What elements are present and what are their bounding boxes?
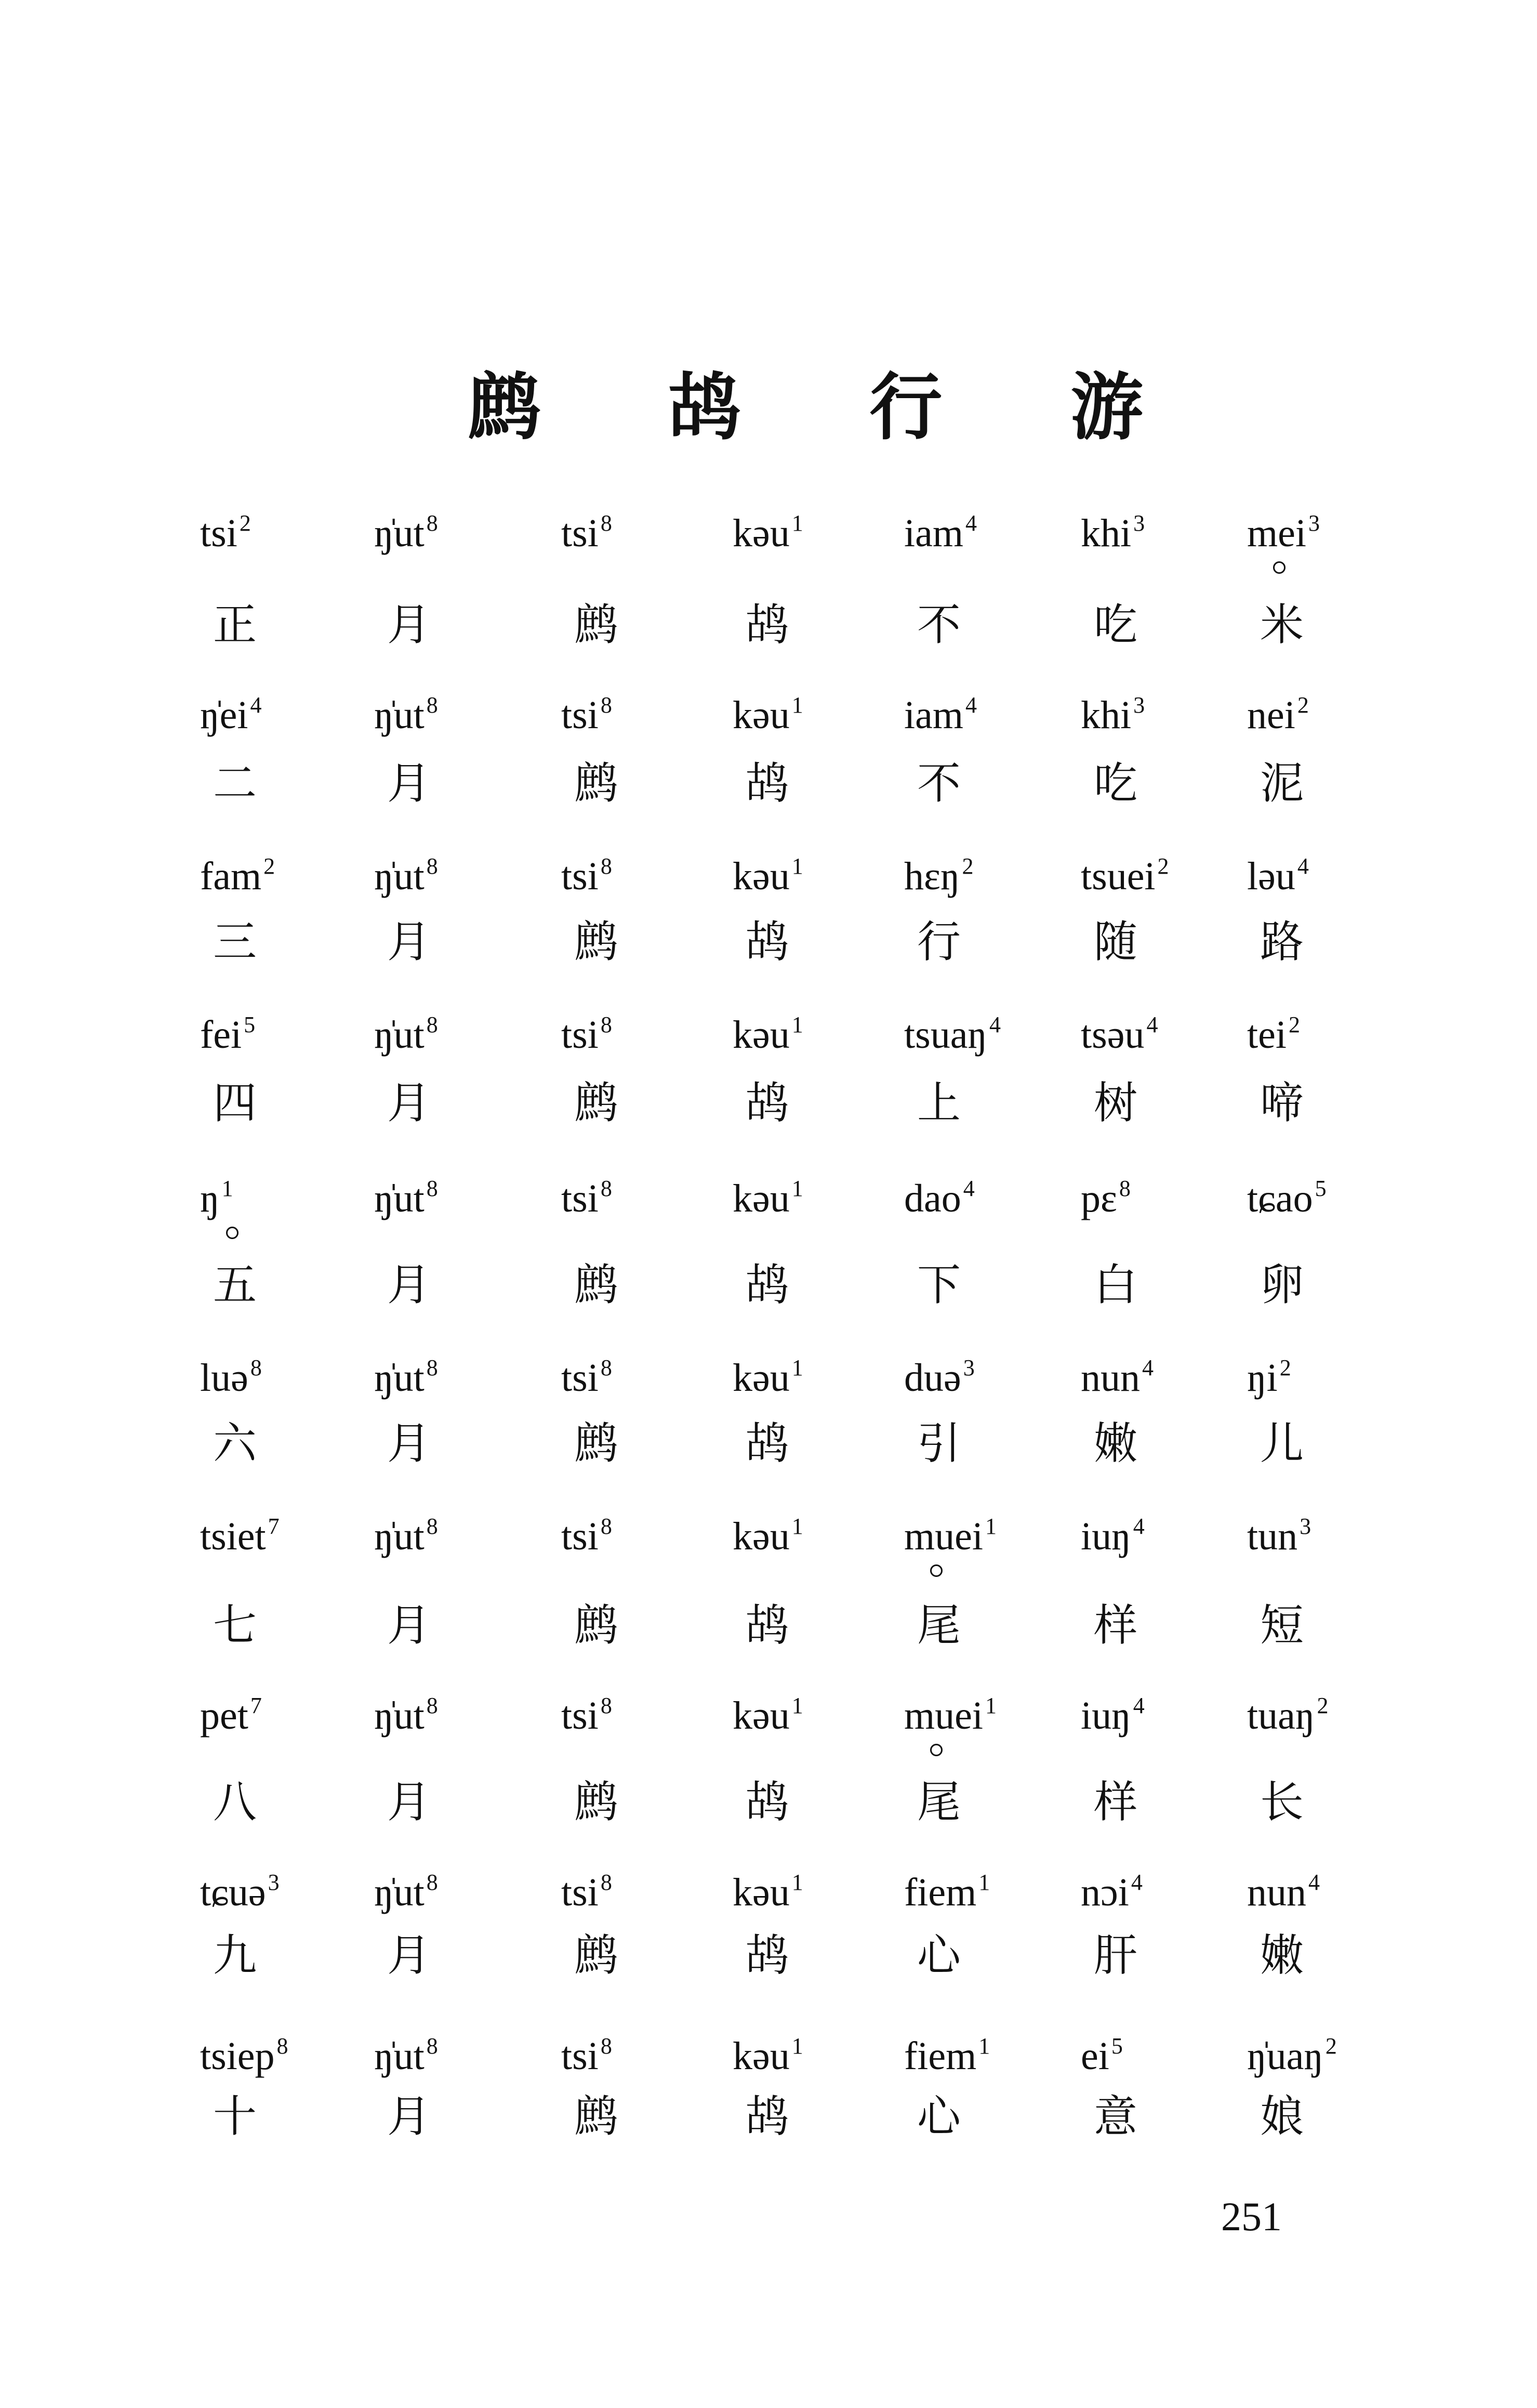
romanization-syllable bbox=[374, 1693, 438, 1738]
tone-number: 8 bbox=[426, 1514, 438, 1539]
tone-number: 5 bbox=[244, 1012, 256, 1037]
romanization-syllable bbox=[561, 855, 612, 896]
tone-number: 8 bbox=[600, 1514, 612, 1539]
romanization-syllable bbox=[374, 2035, 438, 2076]
chinese-character: 泥 bbox=[1260, 758, 1304, 809]
romanization-syllable bbox=[374, 1014, 438, 1055]
syllable-text: ŋ̍ut bbox=[374, 1871, 425, 1914]
romanization-syllable bbox=[374, 694, 438, 735]
chinese-character: 四 bbox=[213, 1077, 257, 1128]
chinese-character: 路 bbox=[1260, 916, 1304, 967]
chinese-character: 鹧 bbox=[574, 1259, 618, 1310]
syllable-text: tsi bbox=[561, 1694, 599, 1738]
romanization-syllable bbox=[561, 1693, 612, 1738]
chinese-character: 鹧 bbox=[574, 1077, 618, 1128]
romanization-syllable bbox=[200, 512, 251, 553]
romanization-syllable bbox=[1247, 1515, 1311, 1556]
syllable-text: ŋ̍ut bbox=[374, 1694, 425, 1738]
tone-number: 4 bbox=[1133, 1693, 1145, 1718]
chinese-character: 鸪 bbox=[746, 1600, 790, 1651]
chinese-character: 三 bbox=[213, 916, 257, 967]
chinese-character: 卵 bbox=[1260, 1259, 1304, 1310]
chinese-character: 鹧 bbox=[574, 2091, 618, 2142]
tone-number: 8 bbox=[600, 1870, 612, 1895]
tone-number: 1 bbox=[791, 1693, 803, 1718]
chinese-character: 月 bbox=[387, 1077, 431, 1128]
syllable-text: fiem bbox=[904, 1871, 977, 1914]
chinese-character: 鸪 bbox=[746, 2091, 790, 2142]
chinese-character: 尾 bbox=[917, 1777, 961, 1827]
syllable-text: tei bbox=[1247, 1013, 1287, 1057]
syllable-text: tsuei bbox=[1081, 854, 1156, 898]
tone-number: 4 bbox=[963, 1176, 975, 1201]
romanization-syllable bbox=[904, 1515, 997, 1556]
tone-number: 1 bbox=[791, 510, 803, 536]
tone-number: 8 bbox=[600, 1355, 612, 1380]
syllable-text: ŋ̍ut bbox=[374, 854, 425, 898]
romanization-syllable bbox=[1081, 855, 1169, 896]
romanization-syllable bbox=[1081, 1693, 1145, 1738]
tone-number: 7 bbox=[268, 1514, 280, 1539]
romanization-syllable bbox=[561, 1357, 612, 1398]
syllable-text: ŋ̍ut bbox=[374, 1515, 425, 1558]
syllable-text: iam bbox=[904, 693, 963, 737]
romanization-syllable bbox=[374, 855, 438, 896]
syllable-text: tɕao bbox=[1247, 1177, 1313, 1220]
syllable-text: tsi bbox=[561, 1356, 599, 1400]
syllable-text: ŋ̍uaŋ bbox=[1247, 2034, 1323, 2078]
tone-number: 8 bbox=[426, 853, 438, 879]
tone-number: 7 bbox=[250, 1693, 262, 1718]
syllable-text: pɛ bbox=[1081, 1177, 1117, 1220]
syllable-text: ei bbox=[1081, 2034, 1109, 2078]
syllable-text: tsəu bbox=[1081, 1013, 1145, 1057]
romanization-syllable bbox=[1081, 1357, 1154, 1398]
tone-number: 4 bbox=[989, 1012, 1001, 1037]
chinese-character: 嫩 bbox=[1094, 1418, 1138, 1469]
chinese-character: 下 bbox=[917, 1259, 961, 1310]
chinese-character: 尾 bbox=[917, 1600, 961, 1651]
syllable-text: kəu bbox=[733, 1013, 790, 1057]
syllable-text: fiem bbox=[904, 2034, 977, 2078]
tone-number: 8 bbox=[600, 692, 612, 718]
chinese-character: 九 bbox=[213, 1930, 257, 1981]
chinese-character: 月 bbox=[387, 1930, 431, 1981]
tone-number: 1 bbox=[221, 1176, 233, 1201]
chinese-character: 肝 bbox=[1094, 1930, 1138, 1981]
chinese-character: 月 bbox=[387, 1777, 431, 1827]
syllable-text: ŋ̍ei bbox=[200, 693, 248, 737]
syllable-text: duə bbox=[904, 1356, 961, 1400]
syllable-text: muei bbox=[904, 1694, 983, 1738]
romanization-syllable bbox=[200, 2035, 288, 2076]
romanization-syllable bbox=[200, 855, 275, 896]
tone-number: 1 bbox=[791, 1870, 803, 1895]
tone-circle-mark bbox=[1273, 561, 1286, 574]
title-char: 游 bbox=[1070, 365, 1143, 450]
chinese-character: 娘 bbox=[1260, 2091, 1304, 2142]
chinese-character: 不 bbox=[917, 599, 961, 650]
chinese-character: 鸪 bbox=[746, 1259, 790, 1310]
romanization-syllable bbox=[200, 694, 261, 735]
tone-number: 2 bbox=[239, 510, 251, 536]
romanization-syllable bbox=[1081, 1014, 1158, 1055]
tone-number: 8 bbox=[276, 2033, 288, 2059]
syllable-text: ŋ̍ut bbox=[374, 1177, 425, 1220]
romanization-syllable bbox=[733, 1871, 803, 1912]
tone-number: 8 bbox=[600, 1012, 612, 1037]
chinese-character: 鸪 bbox=[746, 1077, 790, 1128]
romanization-syllable bbox=[561, 512, 612, 553]
chinese-character: 鸪 bbox=[746, 1930, 790, 1981]
syllable-text: luə bbox=[200, 1356, 248, 1400]
tone-number: 1 bbox=[791, 2033, 803, 2059]
tone-number: 4 bbox=[1297, 853, 1309, 879]
chinese-character: 白 bbox=[1094, 1259, 1138, 1310]
romanization-syllable bbox=[904, 1357, 975, 1398]
tone-number: 1 bbox=[985, 1693, 997, 1718]
syllable-text: tsi bbox=[561, 1515, 599, 1558]
romanization-syllable bbox=[561, 1871, 612, 1912]
chinese-character: 正 bbox=[213, 599, 257, 650]
chinese-character: 八 bbox=[213, 1777, 257, 1827]
romanization-syllable bbox=[1247, 1357, 1291, 1398]
tone-number: 4 bbox=[965, 510, 977, 536]
tone-number: 4 bbox=[250, 692, 262, 718]
romanization-syllable bbox=[200, 1515, 280, 1556]
chinese-character: 鹧 bbox=[574, 758, 618, 809]
syllable-text: tuaŋ bbox=[1247, 1694, 1315, 1738]
romanization-syllable bbox=[1081, 694, 1145, 735]
tone-number: 8 bbox=[600, 853, 612, 879]
romanization-syllable bbox=[200, 1014, 255, 1055]
tone-number: 8 bbox=[600, 1693, 612, 1718]
syllable-text: iuŋ bbox=[1081, 1694, 1131, 1738]
syllable-text: tun bbox=[1247, 1515, 1298, 1558]
chinese-character: 二 bbox=[213, 758, 257, 809]
chinese-character: 月 bbox=[387, 758, 431, 809]
tone-number: 8 bbox=[426, 1355, 438, 1380]
tone-number: 3 bbox=[268, 1870, 280, 1895]
tone-number: 8 bbox=[600, 510, 612, 536]
romanization-syllable bbox=[904, 694, 977, 735]
tone-number: 2 bbox=[1325, 2033, 1337, 2059]
romanization-syllable bbox=[1081, 1177, 1131, 1218]
romanization-syllable bbox=[1247, 855, 1309, 896]
chinese-character: 长 bbox=[1260, 1777, 1304, 1827]
syllable-text: dao bbox=[904, 1177, 961, 1220]
romanization-syllable bbox=[1247, 694, 1309, 735]
tone-number: 8 bbox=[426, 2033, 438, 2059]
tone-number: 1 bbox=[791, 1176, 803, 1201]
chinese-character: 月 bbox=[387, 916, 431, 967]
tone-number: 8 bbox=[600, 1176, 612, 1201]
syllable-text: kəu bbox=[733, 854, 790, 898]
romanization-syllable bbox=[200, 1871, 280, 1912]
tone-number: 2 bbox=[1279, 1355, 1291, 1380]
romanization-syllable bbox=[733, 1515, 803, 1556]
syllable-text: nun bbox=[1247, 1871, 1306, 1914]
syllable-text: tsi bbox=[561, 2034, 599, 2078]
romanization-syllable bbox=[200, 1177, 233, 1218]
syllable-text: tsiep bbox=[200, 2034, 275, 2078]
romanization-syllable bbox=[1247, 1014, 1300, 1055]
syllable-text: ŋ̍ut bbox=[374, 693, 425, 737]
tone-number: 4 bbox=[1146, 1012, 1158, 1037]
romanization-syllable bbox=[374, 1515, 438, 1556]
tone-number: 8 bbox=[426, 1693, 438, 1718]
tone-number: 8 bbox=[426, 692, 438, 718]
romanization-syllable bbox=[733, 1014, 803, 1055]
tone-number: 5 bbox=[1315, 1176, 1327, 1201]
syllable-text: tsi bbox=[561, 693, 599, 737]
syllable-text: tsuaŋ bbox=[904, 1013, 988, 1057]
chinese-character: 月 bbox=[387, 1259, 431, 1310]
romanization-syllable bbox=[904, 1014, 1001, 1055]
chinese-character: 月 bbox=[387, 599, 431, 650]
tone-number: 3 bbox=[963, 1355, 975, 1380]
chinese-character: 十 bbox=[213, 2091, 257, 2142]
tone-number: 2 bbox=[1297, 692, 1309, 718]
chinese-character: 心 bbox=[917, 1930, 961, 1981]
tone-circle-mark bbox=[226, 1227, 239, 1239]
chinese-character: 鹧 bbox=[574, 916, 618, 967]
tone-number: 2 bbox=[1288, 1012, 1300, 1037]
tone-number: 2 bbox=[263, 853, 275, 879]
page-number: 251 bbox=[1221, 2194, 1282, 2239]
romanization-syllable bbox=[561, 2035, 612, 2076]
romanization-syllable bbox=[733, 1693, 803, 1738]
syllable-text: kəu bbox=[733, 693, 790, 737]
chinese-character: 嫩 bbox=[1260, 1930, 1304, 1981]
syllable-text: kəu bbox=[733, 1871, 790, 1914]
romanization-syllable bbox=[1081, 2035, 1123, 2076]
tone-number: 5 bbox=[1111, 2033, 1123, 2059]
chinese-character: 鹧 bbox=[574, 1930, 618, 1981]
romanization-syllable bbox=[374, 512, 438, 553]
tone-number: 8 bbox=[1119, 1176, 1131, 1201]
chinese-character: 鸪 bbox=[746, 599, 790, 650]
syllable-text: kəu bbox=[733, 511, 790, 555]
syllable-text: mei bbox=[1247, 511, 1306, 555]
tone-number: 8 bbox=[426, 510, 438, 536]
tone-number: 1 bbox=[985, 1514, 997, 1539]
chinese-character: 树 bbox=[1094, 1077, 1138, 1128]
tone-number: 2 bbox=[962, 853, 974, 879]
syllable-text: ŋ̍ut bbox=[374, 1356, 425, 1400]
syllable-text: ŋ̍ut bbox=[374, 1013, 425, 1057]
romanization-syllable bbox=[733, 1177, 803, 1218]
syllable-text: nei bbox=[1247, 693, 1295, 737]
chinese-character: 上 bbox=[917, 1077, 961, 1128]
romanization-syllable bbox=[561, 694, 612, 735]
tone-number: 4 bbox=[1133, 1514, 1145, 1539]
tone-number: 1 bbox=[978, 2033, 990, 2059]
chinese-character: 短 bbox=[1260, 1600, 1304, 1651]
syllable-text: ŋ̍ut bbox=[374, 2034, 425, 2078]
romanization-syllable bbox=[1247, 2035, 1337, 2076]
romanization-syllable bbox=[374, 1177, 438, 1218]
chinese-character: 鹧 bbox=[574, 1418, 618, 1469]
chinese-character: 样 bbox=[1094, 1777, 1138, 1827]
syllable-text: ŋ̍ut bbox=[374, 511, 425, 555]
tone-number: 1 bbox=[791, 692, 803, 718]
syllable-text: tsiet bbox=[200, 1515, 266, 1558]
syllable-text: kəu bbox=[733, 1694, 790, 1738]
syllable-text: hɛŋ bbox=[904, 854, 960, 898]
romanization-syllable bbox=[733, 855, 803, 896]
chinese-character: 月 bbox=[387, 2091, 431, 2142]
tone-number: 4 bbox=[1131, 1870, 1143, 1895]
syllable-text: fei bbox=[200, 1013, 242, 1057]
chinese-character: 五 bbox=[213, 1259, 257, 1310]
tone-number: 1 bbox=[978, 1870, 990, 1895]
romanization-syllable bbox=[374, 1357, 438, 1398]
tone-number: 1 bbox=[791, 1514, 803, 1539]
tone-number: 2 bbox=[1317, 1693, 1329, 1718]
romanization-syllable bbox=[904, 1871, 990, 1912]
tone-number: 2 bbox=[1157, 853, 1169, 879]
tone-number: 3 bbox=[1133, 510, 1145, 536]
chinese-character: 鹧 bbox=[574, 1777, 618, 1827]
tone-number: 3 bbox=[1308, 510, 1320, 536]
tone-number: 8 bbox=[426, 1870, 438, 1895]
syllable-text: kəu bbox=[733, 1356, 790, 1400]
syllable-text: tsi bbox=[200, 511, 237, 555]
tone-number: 8 bbox=[250, 1355, 262, 1380]
tone-number: 3 bbox=[1133, 692, 1145, 718]
syllable-text: tsi bbox=[561, 511, 599, 555]
syllable-text: muei bbox=[904, 1515, 983, 1558]
syllable-text: ŋ bbox=[200, 1177, 220, 1220]
chinese-character: 吃 bbox=[1094, 758, 1138, 809]
romanization-syllable bbox=[904, 855, 974, 896]
tone-number: 4 bbox=[1142, 1355, 1154, 1380]
syllable-text: tsi bbox=[561, 1871, 599, 1914]
tone-number: 4 bbox=[965, 692, 977, 718]
romanization-syllable bbox=[733, 694, 803, 735]
tone-number: 1 bbox=[791, 1355, 803, 1380]
chinese-character: 鸪 bbox=[746, 1418, 790, 1469]
syllable-text: khi bbox=[1081, 511, 1132, 555]
romanization-syllable bbox=[1247, 1693, 1329, 1738]
syllable-text: iuŋ bbox=[1081, 1515, 1131, 1558]
chinese-character: 随 bbox=[1094, 916, 1138, 967]
romanization-syllable bbox=[200, 1693, 262, 1738]
syllable-text: fam bbox=[200, 854, 262, 898]
syllable-text: tsi bbox=[561, 854, 599, 898]
tone-number: 1 bbox=[791, 1012, 803, 1037]
romanization-syllable bbox=[561, 1515, 612, 1556]
syllable-text: tsi bbox=[561, 1177, 599, 1220]
chinese-character: 鸪 bbox=[746, 758, 790, 809]
syllable-text: nɔi bbox=[1081, 1871, 1129, 1914]
title-char: 鹧 bbox=[468, 365, 541, 450]
tone-circle-mark bbox=[930, 1564, 943, 1577]
tone-number: 4 bbox=[1308, 1870, 1320, 1895]
romanization-syllable bbox=[904, 2035, 990, 2076]
syllable-text: ŋi bbox=[1247, 1356, 1278, 1400]
syllable-text: iam bbox=[904, 511, 963, 555]
syllable-text: kəu bbox=[733, 1515, 790, 1558]
romanization-syllable bbox=[561, 1177, 612, 1218]
chinese-character: 行 bbox=[917, 916, 961, 967]
chinese-character: 不 bbox=[917, 758, 961, 809]
romanization-syllable bbox=[1081, 1515, 1145, 1556]
chinese-character: 月 bbox=[387, 1600, 431, 1651]
chinese-character: 引 bbox=[917, 1418, 961, 1469]
chinese-character: 月 bbox=[387, 1418, 431, 1469]
romanization-syllable bbox=[904, 1693, 997, 1738]
tone-number: 1 bbox=[791, 853, 803, 879]
title-char: 鸪 bbox=[668, 365, 741, 450]
chinese-character: 意 bbox=[1094, 2091, 1138, 2142]
romanization-syllable bbox=[733, 512, 803, 553]
syllable-text: kəu bbox=[733, 2034, 790, 2078]
syllable-text: tɕuə bbox=[200, 1871, 266, 1914]
syllable-text: kəu bbox=[733, 1177, 790, 1220]
chinese-character: 儿 bbox=[1260, 1418, 1304, 1469]
chinese-character: 吃 bbox=[1094, 599, 1138, 650]
chinese-character: 鸪 bbox=[746, 1777, 790, 1827]
chinese-character: 鹧 bbox=[574, 599, 618, 650]
romanization-syllable bbox=[733, 1357, 803, 1398]
title-char: 行 bbox=[869, 365, 943, 450]
romanization-syllable bbox=[904, 1177, 975, 1218]
chinese-character: 啼 bbox=[1260, 1077, 1304, 1128]
syllable-text: khi bbox=[1081, 693, 1132, 737]
romanization-syllable bbox=[1247, 512, 1320, 553]
romanization-syllable bbox=[374, 1871, 438, 1912]
romanization-syllable bbox=[1247, 1871, 1320, 1912]
syllable-text: tsi bbox=[561, 1013, 599, 1057]
chinese-character: 心 bbox=[917, 2091, 961, 2142]
syllable-text: nun bbox=[1081, 1356, 1140, 1400]
romanization-syllable bbox=[904, 512, 977, 553]
syllable-text: ləu bbox=[1247, 854, 1295, 898]
tone-number: 3 bbox=[1300, 1514, 1311, 1539]
chinese-character: 鹧 bbox=[574, 1600, 618, 1651]
syllable-text: pet bbox=[200, 1694, 248, 1738]
chinese-character: 六 bbox=[213, 1418, 257, 1469]
chinese-character: 鸪 bbox=[746, 916, 790, 967]
chinese-character: 样 bbox=[1094, 1600, 1138, 1651]
romanization-syllable bbox=[733, 2035, 803, 2076]
chinese-character: 七 bbox=[213, 1600, 257, 1651]
chinese-character: 米 bbox=[1260, 599, 1304, 650]
tone-number: 8 bbox=[600, 2033, 612, 2059]
romanization-syllable bbox=[1081, 512, 1145, 553]
romanization-syllable bbox=[1081, 1871, 1143, 1912]
tone-number: 8 bbox=[426, 1012, 438, 1037]
romanization-syllable bbox=[200, 1357, 262, 1398]
romanization-syllable bbox=[561, 1014, 612, 1055]
tone-number: 8 bbox=[426, 1176, 438, 1201]
tone-circle-mark bbox=[930, 1744, 943, 1756]
romanization-syllable bbox=[1247, 1177, 1327, 1218]
